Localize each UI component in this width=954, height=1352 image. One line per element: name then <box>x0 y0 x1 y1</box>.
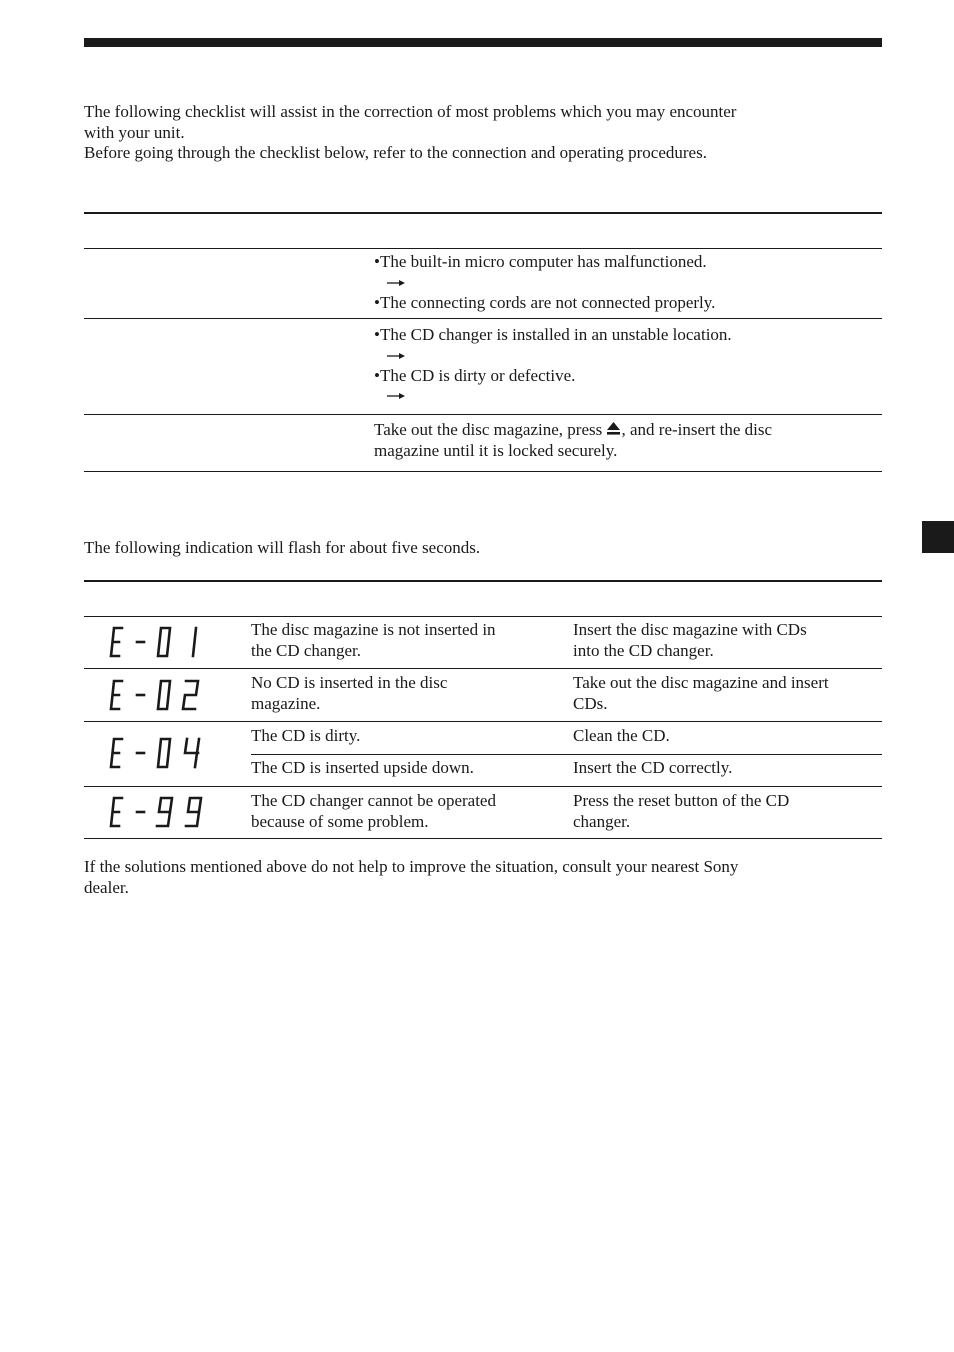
intro-line-2: with your unit. <box>84 122 185 142</box>
error-row-e99-cause: The CD changer cannot be operated because of some problem. <box>251 791 496 831</box>
header-bar <box>84 38 882 47</box>
error-table-header-rule <box>84 616 882 617</box>
section-tab-marker <box>922 521 954 553</box>
checklist-top-rule <box>84 212 882 214</box>
error-code-display <box>108 794 212 828</box>
error-row-rule <box>84 786 882 787</box>
error-row-e02-cause: No CD is inserted in the disc magazine. <box>251 673 448 713</box>
eject-icon <box>606 421 621 436</box>
arrow-right-icon <box>386 346 406 366</box>
error-row-e02-solution: Take out the disc magazine and insert CDs. <box>573 673 829 713</box>
checklist-row-2-item-1: •The CD changer is installed in an unstable location. <box>374 325 732 344</box>
error-row-e04-solution-2: Insert the CD correctly. <box>573 758 733 777</box>
intro-text <box>84 102 882 164</box>
intro-line-1: The following checklist will assist in the correction of most problems which you may encounter <box>84 102 737 121</box>
error-table-bottom-rule <box>84 838 882 839</box>
intro-line-3: Before going through the checklist below, refer to the connection and operating procedures. <box>84 143 707 162</box>
checklist-header-rule <box>84 248 882 249</box>
checklist-row-rule <box>84 414 882 415</box>
error-table-top-rule <box>84 580 882 582</box>
checklist-row-1-item-2: •The connecting cords are not connected properly. <box>374 292 716 312</box>
checklist-bottom-rule <box>84 471 882 472</box>
footer-text <box>84 857 882 898</box>
error-row-e04-cause-1: The CD is dirty. <box>251 726 361 745</box>
footer-line-1: If the solutions mentioned above do not help to improve the situation, consult your nearest Sony <box>84 857 739 876</box>
error-row-e01-cause: The disc magazine is not inserted in the CD changer. <box>251 620 496 660</box>
checklist-row-rule <box>84 318 882 319</box>
footer-line-2: dealer. <box>84 877 129 897</box>
error-code-display <box>108 735 212 769</box>
error-code-display <box>108 677 212 711</box>
error-row-e04-solution-1: Clean the CD. <box>573 726 670 745</box>
error-row-rule <box>84 668 882 669</box>
checklist-row-3-solution-line-2: magazine until it is locked securely. <box>374 440 618 460</box>
arrow-right-icon <box>386 386 406 406</box>
checklist-row-1 <box>374 252 882 313</box>
error-intro-text: The following indication will flash for about five seconds. <box>84 538 481 557</box>
error-row-e99-solution: Press the reset button of the CD changer. <box>573 791 790 831</box>
error-row-e01-solution: Insert the disc magazine with CDs into the CD changer. <box>573 620 807 660</box>
checklist-row-2 <box>374 325 882 406</box>
checklist-row-1-item-1: •The built-in micro computer has malfunctioned. <box>374 252 707 271</box>
error-row-e04-cause-2: The CD is inserted upside down. <box>251 758 474 777</box>
error-subrow-rule <box>251 754 882 755</box>
error-row-rule <box>84 721 882 722</box>
checklist-row-2-item-2: •The CD is dirty or defective. <box>374 365 576 385</box>
arrow-right-icon <box>386 273 406 293</box>
error-code-display <box>108 624 212 658</box>
checklist-row-3-solution-line-1: Take out the disc magazine, press , and re-insert the disc <box>374 420 773 439</box>
checklist-row-3 <box>374 420 882 461</box>
